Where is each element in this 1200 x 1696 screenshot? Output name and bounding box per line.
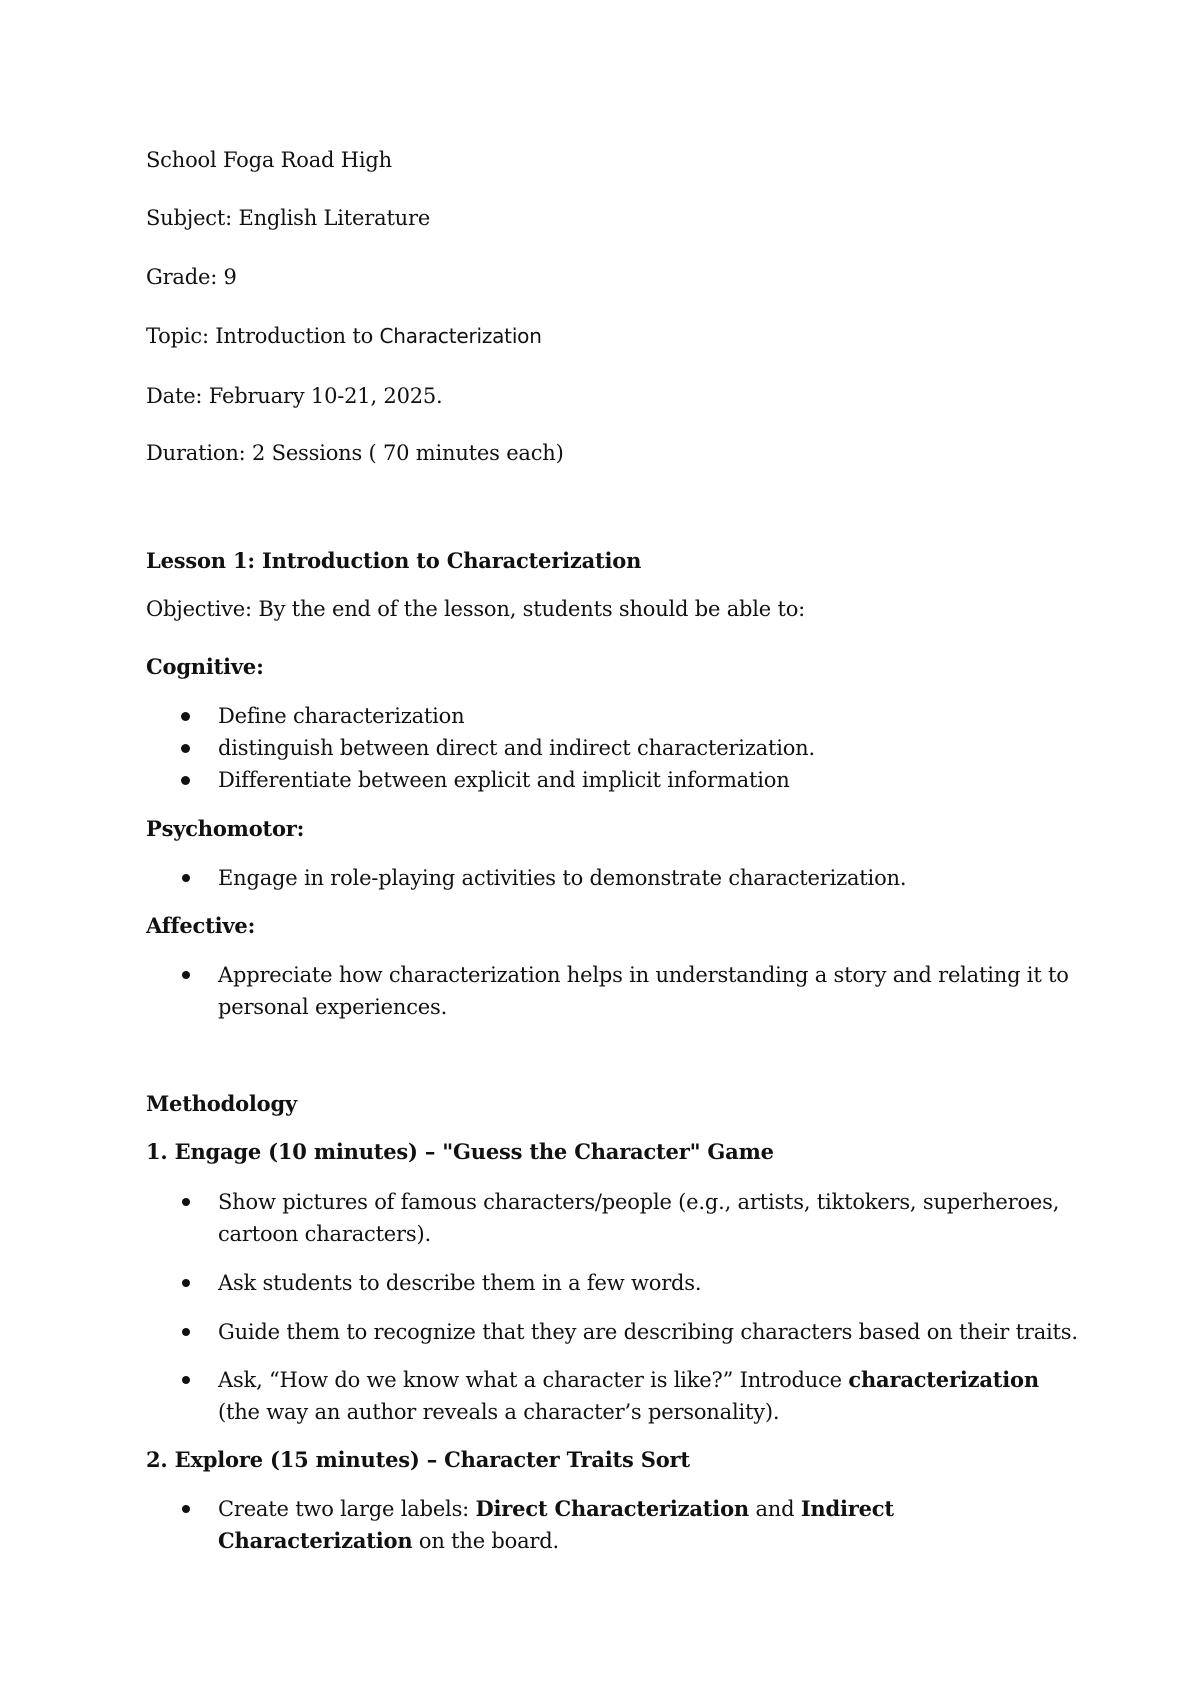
objective-line: Objective: By the end of the lesson, students should be able to: (146, 597, 806, 621)
cognitive-heading: Cognitive: (146, 654, 264, 679)
lesson-title: Lesson 1: Introduction to Characterization (146, 548, 642, 573)
topic-line (146, 322, 542, 350)
item-bold-term: Indirect Characterization (218, 1496, 894, 1553)
bullet-icon (182, 1505, 190, 1513)
item-text: Create two large labels: (218, 1497, 476, 1521)
bullet-icon (182, 874, 190, 882)
bullet-icon (182, 1328, 190, 1336)
bullet-icon (182, 1279, 190, 1287)
bullet-icon (181, 744, 190, 753)
list-item: distinguish between direct and indirect characterization. (218, 736, 815, 760)
duration-line: Duration: 2 Sessions ( 70 minutes each) (146, 441, 564, 465)
item-text: Ask, “How do we know what a character is like?” Introduce (218, 1368, 849, 1392)
list-item (218, 1364, 1078, 1428)
date-line: Date: February 10-21, 2025. (146, 384, 443, 408)
engage-heading: 1. Engage (10 minutes) – "Guess the Character" Game (146, 1139, 774, 1164)
methodology-heading: Methodology (146, 1091, 297, 1116)
topic-prefix: Topic: Introduction to (146, 324, 380, 348)
item-bold-term: characterization (848, 1367, 1039, 1392)
list-item: Ask students to describe them in a few words. (218, 1271, 702, 1295)
school-line: School Foga Road High (146, 148, 392, 172)
topic-word: Characterization (379, 324, 542, 348)
item-text: (the way an author reveals a character’s personality). (218, 1368, 1046, 1424)
list-item: Guide them to recognize that they are describing characters based on their traits. (218, 1320, 1078, 1344)
grade-line: Grade: 9 (146, 265, 237, 289)
list-item: Show pictures of famous characters/people (e.g., artists, tiktokers, superheroes, cartoon characters). (218, 1190, 1060, 1246)
explore-heading: 2. Explore (15 minutes) – Character Traits Sort (146, 1447, 690, 1472)
bullet-icon (182, 1198, 190, 1206)
bullet-icon (182, 971, 190, 979)
item-bold-term: Direct Characterization (475, 1496, 749, 1521)
list-item: Differentiate between explicit and implicit information (218, 768, 790, 792)
affective-heading: Affective: (146, 913, 256, 938)
list-item: Define characterization (218, 704, 465, 728)
psychomotor-heading: Psychomotor: (146, 816, 305, 841)
bullet-icon (182, 1376, 190, 1384)
bullet-icon (181, 712, 190, 721)
bullet-icon (181, 776, 190, 785)
subject-line: Subject: English Literature (146, 206, 431, 230)
item-text: on the board. (412, 1529, 559, 1553)
item-text: and (748, 1497, 801, 1521)
list-item (218, 1493, 1078, 1557)
list-item: Engage in role-playing activities to demonstrate characterization. (218, 866, 907, 890)
list-item: Appreciate how characterization helps in understanding a story and relating it to personal experiences. (218, 963, 1069, 1019)
